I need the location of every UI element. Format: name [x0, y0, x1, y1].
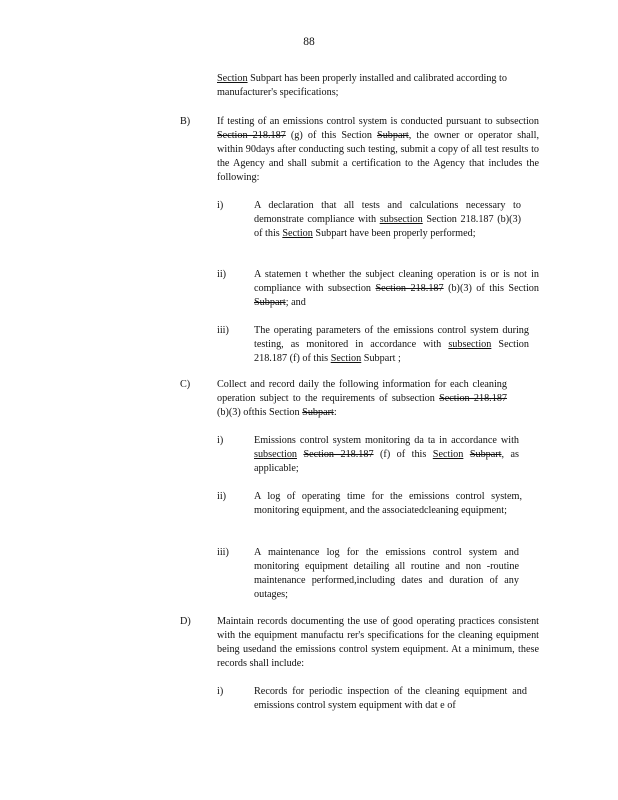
deleted-text: Subpart: [469, 449, 502, 460]
item-d-text: [217, 615, 539, 671]
text-run: A declaration that all tests and calculations necessary to demonstrate compliance with: [254, 200, 521, 225]
item-b-iii-label: iii): [217, 325, 229, 336]
item-c-ii-label: ii): [217, 491, 227, 502]
inserted-text: subsection: [448, 339, 492, 350]
text-run: A maintenance log for the emissions control system and monitoring equipment detailing all routine and non -routine maintenance performed,including dates and duration of any outages;: [254, 547, 519, 600]
item-b-i-label: i): [217, 200, 224, 211]
text-run: (g) of this Section: [285, 130, 378, 141]
deleted-text: Section 218.187: [375, 283, 444, 294]
text-run: (b)(3) of this Section: [443, 283, 539, 294]
text-run: Records for periodic inspection of the cleaning equipment and emissions control system equipment with dat e of: [254, 686, 527, 711]
text-run: A log of operating time for the emissions control system, monitoring equipment, and the associatedcleaning equipment;: [254, 491, 522, 516]
inserted-text: Section: [217, 73, 248, 84]
text-run: Section 218.187 (b)(3) of this: [254, 214, 521, 239]
page-number: 88: [303, 36, 315, 48]
item-c-label: C): [180, 379, 191, 390]
item-c-i-label: i): [217, 435, 224, 446]
item-b-i-text: [254, 199, 521, 241]
deleted-text: Subpart: [377, 130, 409, 141]
inserted-text: Section: [282, 228, 313, 239]
text-run: , as applicable;: [254, 449, 519, 474]
continuation-paragraph: [217, 72, 507, 100]
item-b-label: B): [180, 116, 191, 127]
text-run: Maintain records documenting the use of good operating practices consistent with the equipment manufactu rer's specifications for the cleaning equipment being usedand the emissions control system equipment. At a minimum, these records shall include:: [217, 616, 539, 669]
deleted-text: Section 218.187: [217, 130, 286, 141]
text-run: , the owner or operator shall, within 90days after conducting such testing, submit a copy of all test results to the Agency and shall submit a certification to the Agency that includes the following:: [217, 130, 539, 183]
text-run: Section 218.187 (f) of this: [254, 339, 529, 364]
item-c-text: [217, 378, 507, 420]
item-d-i-label: i): [217, 686, 224, 697]
inserted-text: Section: [330, 353, 362, 364]
item-d-i-text: [254, 685, 527, 713]
text-run: :: [333, 407, 337, 418]
text-run: The operating parameters of the emissions control system during testing, as monitored in accordance with: [254, 325, 529, 350]
item-d-label: D): [180, 616, 191, 627]
text-run: Collect and record daily the following information for each cleaning operation subject to the requirements of subsection: [217, 379, 507, 404]
item-b-ii-label: ii): [217, 269, 227, 280]
text-run: ; and: [285, 297, 306, 308]
item-c-iii-label: iii): [217, 547, 229, 558]
item-b-iii-text: [254, 324, 529, 366]
inserted-text: subsection: [379, 214, 423, 225]
text-run: If testing of an emissions control system is conducted pursuant to subsection: [217, 116, 539, 127]
text-run: Subpart ;: [361, 353, 401, 364]
text-run: Subpart have been properly performed;: [312, 228, 476, 239]
item-c-i-text: [254, 434, 519, 476]
item-b-text: [217, 115, 539, 185]
inserted-text: subsection: [254, 449, 298, 460]
item-c-ii-text: [254, 490, 522, 518]
text-run: (b)(3) ofthis Section: [217, 407, 303, 418]
deleted-text: Subpart: [254, 297, 286, 308]
item-b-ii-text: [254, 268, 539, 310]
text-run: Subpart has been properly installed and calibrated according to manufacturer's specifications;: [217, 73, 507, 98]
deleted-text: Section 218.187: [303, 449, 374, 460]
item-c-iii-text: [254, 546, 519, 602]
deleted-text: Section 218.187: [439, 393, 508, 404]
inserted-text: Section: [432, 449, 464, 460]
text-run: Emissions control system monitoring da ta in accordance with: [254, 435, 519, 446]
text-run: (f) of this: [373, 449, 433, 460]
deleted-text: Subpart: [302, 407, 334, 418]
text-run: A statemen t whether the subject cleaning operation is or is not in compliance with subsection: [254, 269, 539, 294]
